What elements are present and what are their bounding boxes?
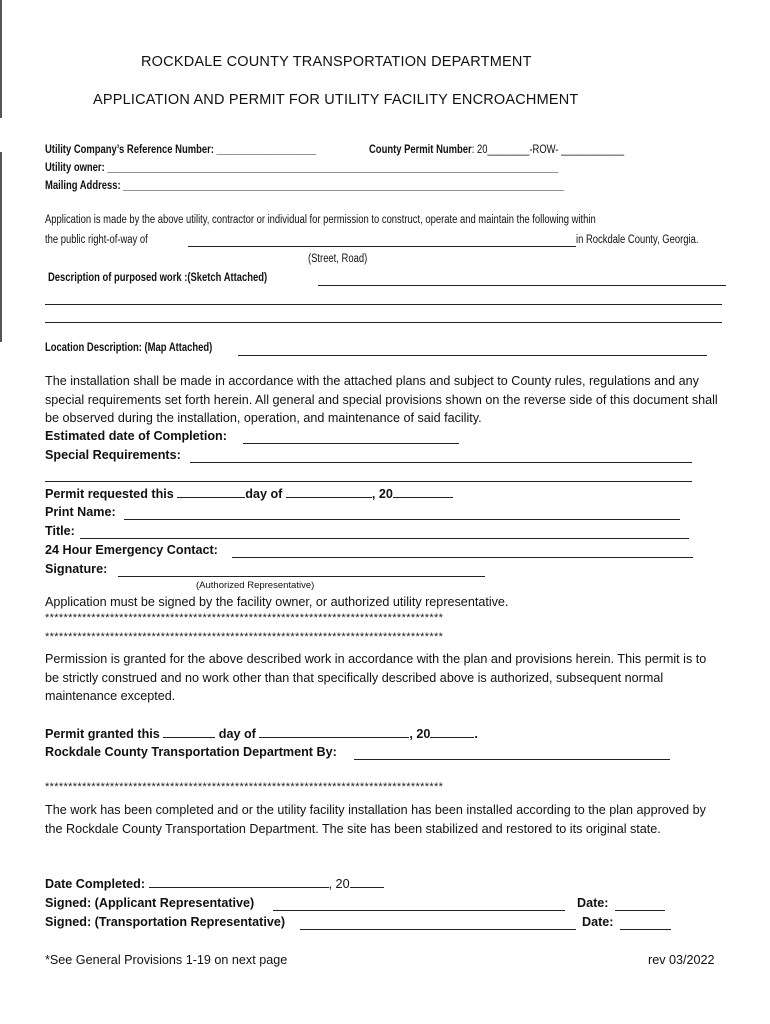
permit-granted-year-field[interactable] bbox=[430, 726, 474, 738]
description-line-2[interactable] bbox=[45, 304, 722, 305]
applicant-signature-field[interactable] bbox=[273, 910, 565, 911]
print-name-field[interactable] bbox=[124, 519, 680, 520]
utility-reference-number-label: Utility Company’s Reference Number: ___________________ bbox=[45, 144, 317, 156]
applicant-date-label: Date: bbox=[577, 896, 609, 910]
location-description-field[interactable] bbox=[238, 355, 707, 356]
separator-line-3: ************************************************************************************** bbox=[45, 781, 444, 793]
transportation-date-field[interactable] bbox=[620, 929, 671, 930]
separator-line-2: ************************************************************************************** bbox=[45, 631, 444, 643]
permit-granted-day-of: day of bbox=[218, 727, 256, 741]
applicant-signed-label: Signed: (Applicant Representative) bbox=[45, 896, 255, 910]
title-field[interactable] bbox=[80, 538, 689, 539]
permit-granted-period: . bbox=[474, 727, 478, 741]
signature-label: Signature: bbox=[45, 562, 108, 576]
department-by-field[interactable] bbox=[354, 759, 670, 760]
date-completed-label: Date Completed: bbox=[45, 877, 146, 891]
special-requirements-line-2[interactable] bbox=[45, 481, 692, 482]
department-heading: ROCKDALE COUNTY TRANSPORTATION DEPARTMENT bbox=[141, 54, 532, 70]
signature-requirement-note: Application must be signed by the facility owner, or authorized utility representative. bbox=[45, 595, 509, 609]
permit-granted-month-field[interactable] bbox=[259, 726, 409, 738]
mailing-address-field[interactable]: Mailing Address: ____________________________________________________________________________________ bbox=[45, 180, 564, 192]
street-road-field[interactable] bbox=[188, 246, 576, 247]
permit-requested-line bbox=[45, 486, 453, 501]
application-statement-line2-start: the public right-of-way of bbox=[45, 234, 148, 246]
date-completed-field[interactable] bbox=[149, 876, 329, 888]
description-of-work-field[interactable] bbox=[318, 285, 726, 286]
permit-requested-year-field[interactable] bbox=[393, 486, 453, 498]
county-permit-number-field bbox=[369, 144, 624, 156]
permit-requested-label: Permit requested this bbox=[45, 487, 174, 501]
date-completed-line bbox=[45, 876, 384, 891]
street-road-hint: (Street, Road) bbox=[308, 253, 368, 265]
date-completed-year-field[interactable] bbox=[350, 876, 384, 888]
description-line-3[interactable] bbox=[45, 322, 722, 323]
scan-margin-line-bottom bbox=[0, 152, 2, 342]
application-statement-line1: Application is made by the above utility, contractor or individual for permission to construct, operate and maintain the following within bbox=[45, 214, 596, 226]
permit-requested-month-field[interactable] bbox=[286, 486, 372, 498]
permission-granted-paragraph: Permission is granted for the above described work in accordance with the plan and provisions herein. This permit is to be strictly construed and no work other than that specifically described above is authorized, subsequent normal maintenance excepted. bbox=[45, 652, 707, 703]
county-permit-number-value[interactable]: : 20________-ROW- ____________ bbox=[471, 144, 625, 156]
permit-granted-year-prefix: , 20 bbox=[409, 727, 431, 741]
description-of-work-label: Description of purposed work :(Sketch Attached) bbox=[48, 272, 268, 284]
estimated-completion-label: Estimated date of Completion: bbox=[45, 429, 227, 443]
special-requirements-field[interactable] bbox=[190, 462, 692, 463]
applicant-date-field[interactable] bbox=[615, 910, 665, 911]
permit-granted-label: Permit granted this bbox=[45, 727, 160, 741]
emergency-contact-label: 24 Hour Emergency Contact: bbox=[45, 543, 218, 557]
transportation-date-label: Date: bbox=[582, 915, 614, 929]
form-title: APPLICATION AND PERMIT FOR UTILITY FACILITY ENCROACHMENT bbox=[93, 92, 579, 108]
scan-margin-line-top bbox=[0, 0, 2, 118]
completion-paragraph: The work has been completed and or the utility facility installation has been installed according to the plan approved by the Rockdale County Transportation Department. The site has been stabilized and restored to its original state. bbox=[45, 803, 706, 836]
print-name-label: Print Name: bbox=[45, 505, 116, 519]
general-provisions-note: *See General Provisions 1-19 on next page bbox=[45, 953, 288, 967]
permit-requested-year-prefix: , 20 bbox=[371, 487, 393, 501]
transportation-signature-field[interactable] bbox=[300, 929, 576, 930]
county-permit-number-label: County Permit Number bbox=[369, 144, 472, 156]
separator-line-1: ************************************************************************************** bbox=[45, 612, 444, 624]
utility-owner-field[interactable]: Utility owner: ______________________________________________________________________________________ bbox=[45, 162, 559, 174]
department-by-label: Rockdale County Transportation Department By: bbox=[45, 745, 337, 759]
permit-requested-day-field[interactable] bbox=[177, 486, 245, 498]
application-statement-line2-end: in Rockdale County, Georgia. bbox=[576, 234, 699, 246]
installation-terms-paragraph: The installation shall be made in accordance with the attached plans and subject to County rules, regulations and any special requirements set forth herein. All general and special provisions shown on the reverse side of this document shall be observed during the installation, operation, and maintenance of said facility. bbox=[45, 374, 718, 425]
revision-label: rev 03/2022 bbox=[648, 953, 715, 967]
location-description-label: Location Description: (Map Attached) bbox=[45, 342, 213, 354]
transportation-signed-label: Signed: (Transportation Representative) bbox=[45, 915, 286, 929]
date-completed-year-prefix: , 20 bbox=[328, 877, 350, 891]
permit-granted-line bbox=[45, 726, 478, 741]
permit-granted-day-field[interactable] bbox=[163, 726, 215, 738]
authorized-representative-hint: (Authorized Representative) bbox=[196, 580, 315, 591]
special-requirements-label: Special Requirements: bbox=[45, 448, 181, 462]
signature-field[interactable] bbox=[118, 576, 485, 577]
title-label: Title: bbox=[45, 524, 75, 538]
estimated-completion-field[interactable] bbox=[243, 443, 459, 444]
emergency-contact-field[interactable] bbox=[232, 557, 693, 558]
permit-requested-day-of: day of bbox=[245, 487, 283, 501]
